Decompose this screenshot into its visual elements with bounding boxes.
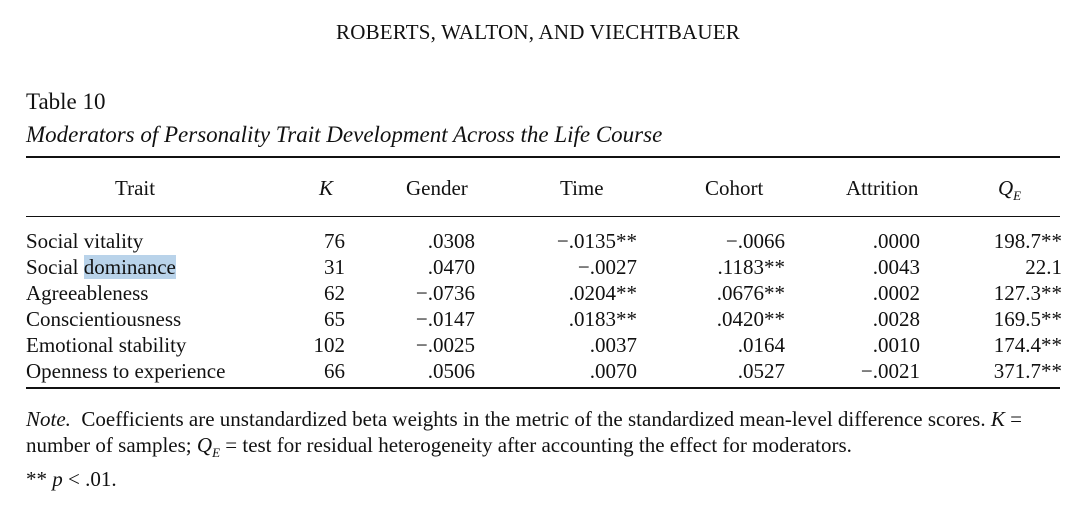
cell-qe: 127.3** (993, 281, 1062, 305)
cell-time: .0204** (568, 281, 637, 305)
cell-time: .0037 (589, 333, 637, 357)
table-label: Table 10 (26, 89, 106, 114)
cell-time: .0070 (589, 359, 637, 383)
cell-time: −.0135** (556, 229, 637, 253)
cell-qe: 371.7** (993, 359, 1062, 383)
table-caption: Moderators of Personality Trait Development Across the Life Course (26, 122, 663, 147)
header-qe: $Q_E$ (998, 176, 1022, 204)
header-k: K (319, 176, 334, 200)
cell-time: −.0027 (577, 255, 637, 279)
cell-k: 102 (313, 333, 345, 357)
cell-cohort: .0676** (716, 281, 785, 305)
note-p-symbol: p (52, 467, 63, 492)
note-label: Note. (26, 407, 71, 431)
cell-trait: Openness to experience (26, 359, 226, 383)
cell-k: 62 (324, 281, 345, 305)
cell-cohort: −.0066 (725, 229, 785, 253)
cell-trait: Social vitality (26, 229, 144, 253)
cell-gender: .0470 (427, 255, 475, 279)
cell-attrition: .0010 (872, 333, 920, 357)
table-header-rule (26, 216, 1060, 217)
table-row (0, 228, 1076, 254)
cell-k: 31 (324, 255, 345, 279)
table-body (0, 228, 1076, 384)
note-qe-subscript: E (212, 445, 221, 461)
note-p-definition: < .01. (62, 467, 117, 492)
table-row (0, 358, 1076, 384)
cell-qe: 169.5** (993, 307, 1062, 331)
header-trait: Trait (115, 176, 156, 200)
note-qe-definition: = test for residual heterogeneity after accounting the effect for moderators. (220, 433, 852, 457)
cell-trait (26, 254, 176, 280)
note-stars: ** (26, 467, 53, 492)
note-qe-symbol: Q (196, 433, 213, 457)
cell-attrition: −.0021 (860, 359, 920, 383)
cell-qe: 22.1 (1025, 255, 1062, 279)
cell-qe: 198.7** (993, 229, 1062, 253)
cell-time: .0183** (568, 307, 637, 331)
note-k-symbol: K (990, 407, 1005, 431)
header-time: Time (560, 176, 604, 200)
table-bottom-rule (26, 387, 1060, 389)
cell-k: 76 (324, 229, 345, 253)
cell-gender: −.0147 (415, 307, 475, 331)
cell-attrition: .0043 (872, 255, 920, 279)
cell-cohort: .0420** (716, 307, 785, 331)
note-text: Coefficients are unstandardized beta weights in the metric of the standardized mean-level difference scores. (81, 407, 991, 431)
cell-trait-text: Social (26, 255, 84, 279)
header-attrition: Attrition (846, 176, 919, 200)
cell-gender: .0506 (427, 359, 475, 383)
table-note (26, 406, 1066, 492)
table-row (0, 306, 1076, 332)
header-gender: Gender (406, 176, 468, 200)
cell-attrition: .0028 (872, 307, 920, 331)
cell-gender: .0308 (427, 229, 475, 253)
cell-k: 66 (324, 359, 345, 383)
cell-gender: −.0736 (415, 281, 475, 305)
cell-trait: Agreeableness (26, 281, 149, 305)
table-row (0, 254, 1076, 280)
cell-cohort: .0527 (737, 359, 785, 383)
running-head: ROBERTS, WALTON, AND VIECHTBAUER (336, 20, 740, 44)
cell-trait: Conscientiousness (26, 307, 182, 331)
cell-cohort: .1183** (717, 255, 785, 279)
cell-gender: −.0025 (415, 333, 475, 357)
cell-k: 65 (324, 307, 345, 331)
cell-cohort: .0164 (737, 333, 785, 357)
note-k-definition: = number of samples; (26, 407, 1022, 457)
table-top-rule (26, 156, 1060, 158)
cell-attrition: .0002 (872, 281, 920, 305)
cell-qe: 174.4** (993, 333, 1062, 357)
table-row (0, 332, 1076, 358)
cell-attrition: .0000 (872, 229, 920, 253)
cell-trait: Emotional stability (26, 333, 187, 357)
table-row (0, 280, 1076, 306)
selected-text-highlight[interactable]: dominance (83, 255, 176, 279)
header-cohort: Cohort (705, 176, 764, 200)
